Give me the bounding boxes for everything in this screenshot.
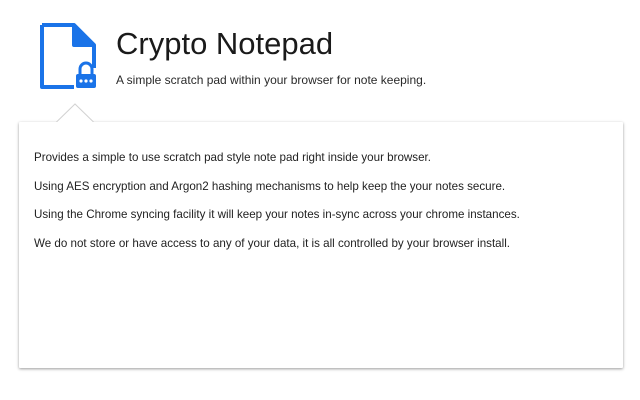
app-tagline: A simple scratch pad within your browser for note keeping.: [116, 73, 427, 87]
document-lock-icon: [36, 20, 100, 92]
description-text: [34, 150, 614, 264]
app-title: Crypto Notepad: [116, 26, 334, 61]
description-card: [19, 122, 623, 368]
header: [0, 0, 640, 120]
description-line: Provides a simple to use scratch pad style note pad right inside your browser.: [34, 151, 431, 164]
description-line: Using AES encryption and Argon2 hashing mechanisms to help keep the your notes secure.: [34, 179, 506, 193]
description-line: We do not store or have access to any of your data, it is all controlled by your browser install.: [34, 236, 511, 250]
description-line: Using the Chrome syncing facility it will keep your notes in-sync across your chrome instances.: [34, 208, 520, 221]
card-pointer: [56, 103, 94, 123]
